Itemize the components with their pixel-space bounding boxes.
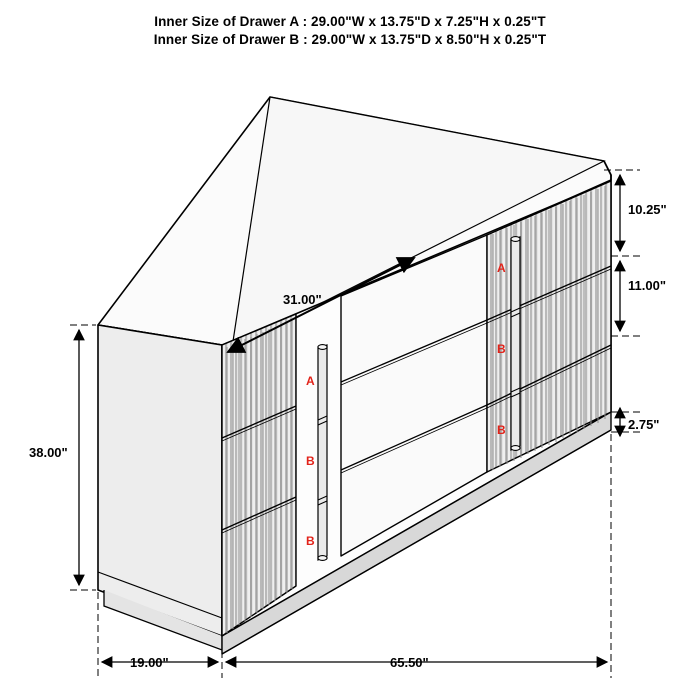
drawer-label-left-b1: B <box>306 454 315 468</box>
dim-2-75: 2.75" <box>628 417 660 432</box>
drawer-label-right-a: A <box>497 261 506 275</box>
dim-65-50: 65.50" <box>390 655 429 670</box>
dim-31-00: 31.00" <box>283 292 322 307</box>
handle-right <box>511 237 520 451</box>
drawer-label-right-b2: B <box>497 423 506 437</box>
dim-10-25: 10.25" <box>628 202 667 217</box>
drawer-label-right-b1: B <box>497 342 506 356</box>
header-line-2: Inner Size of Drawer B : 29.00"W x 13.75"D x 8.50"H x 0.25"T <box>153 32 547 47</box>
dim-19-00: 19.00" <box>130 655 169 670</box>
drawer-label-left-a: A <box>306 374 315 388</box>
drawer-label-left-b2: B <box>306 534 315 548</box>
header-line-1: Inner Size of Drawer A : 29.00"W x 13.75"D x 7.25"H x 0.25"T <box>154 14 546 29</box>
cabinet-left-side <box>98 325 222 650</box>
dim-11-00: 11.00" <box>628 278 666 293</box>
dim-38-00: 38.00" <box>29 445 68 460</box>
drawer-stack-left <box>222 314 296 636</box>
handle-left <box>318 345 327 561</box>
